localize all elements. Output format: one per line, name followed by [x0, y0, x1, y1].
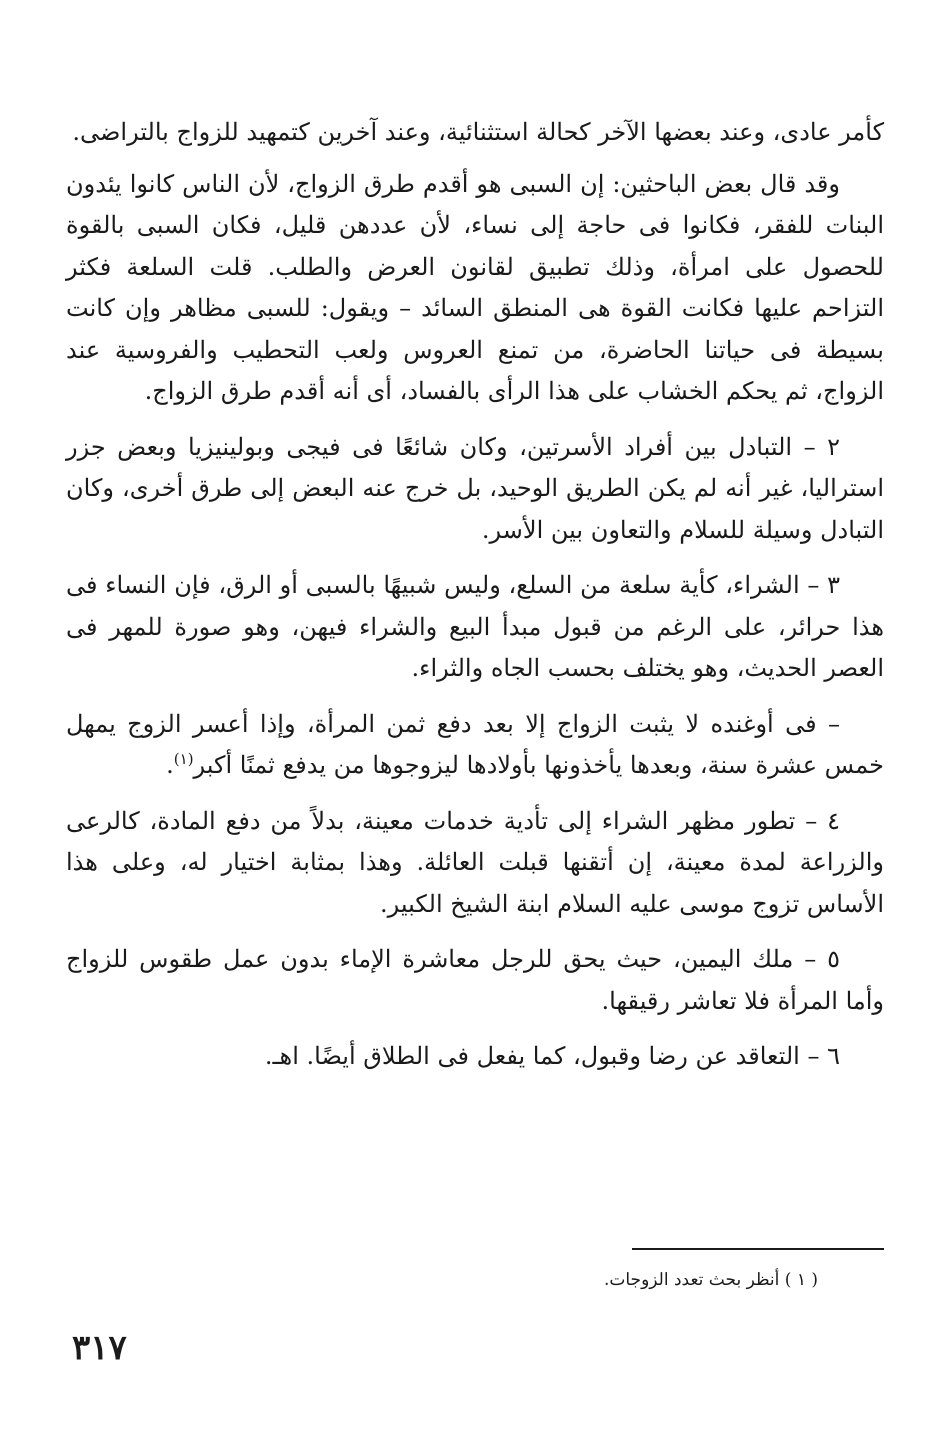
paragraph-continuation: كأمر عادى، وعند بعضها الآخر كحالة استثنائية، وعند آخرين كتمهيد للزواج بالتراضى.	[72, 118, 884, 146]
paragraph-item-4-service: ٤ – تطور مظهر الشراء إلى تأدية خدمات معينة، بدلاً من دفع المادة، كالرعى والزراعة لمدة معينة، إن أتقنها قبلت العائلة. وهذا بمثابة اختيار له، وعلى هذا الأساس تزوج موسى عليه السلام ابنة الشيخ الكبير.	[66, 806, 884, 918]
paragraph-capture-theory: وقد قال بعض الباحثين: إن السبى هو أقدم طرق الزواج، لأن الناس كانوا يئدون البنات للفقر، فكانوا فى حاجة إلى نساء، لأن عددهن قليل، فكان السبى بالقوة للحصول على امرأة، وذلك تطبيق لقانون العرض والطلب. قلت السلعة فكثر التزاحم عليها فكانت القوة هى المنطق السائد – ويقول: للسبى مظاهر وإن كانت بسيطة فى حياتنا الحاضرة، من تمنع العروس ولعب التحطيب والفروسية عند الزواج، ثم يحكم الخشاب على هذا الرأى بالفساد، أى أنه أقدم طرق الزواج.	[66, 169, 884, 405]
paragraph-uganda-note	[66, 704, 884, 787]
paragraph-uganda-end: .	[166, 751, 174, 779]
paragraph-item-2-exchange: ٢ – التبادل بين أفراد الأسرتين، وكان شائعًا فى فيجى وبولينيزيا وبعض جزر استراليا، غير أنه لم يكن الطريق الوحيد، بل خرج عنه البعض إلى طرق أخرى، وكان التبادل وسيلة للسلام والتعاون بين الأسر.	[66, 432, 884, 544]
footnote-reference-marker[interactable]: (١)	[173, 750, 194, 768]
paragraph-item-5-ownership: ٥ – ملك اليمين، حيث يحق للرجل معاشرة الإماء بدون عمل طقوس للزواج وأما المرأة فلا تعاشر رقيقها.	[66, 945, 884, 1015]
paragraph-item-6-contract: ٦ – التعاقد عن رضا وقبول، كما يفعل فى الطلاق أيضًا. اهـ.	[264, 1042, 840, 1070]
paragraph-item-3-purchase: ٣ – الشراء، كأية سلعة من السلع، وليس شبيهًا بالسبى أو الرق، فإن النساء فى هذا حرائر، على الرغم من قبول مبدأ البيع والشراء فيهن، وهو صورة للمهر فى العصر الحديث، وهو يختلف بحسب الجاه والثراء.	[66, 571, 884, 682]
footnote-text: ( ١ ) أنظر بحث تعدد الزوجات.	[603, 1270, 818, 1290]
paragraph-uganda-text: – فى أوغنده لا يثبت الزواج إلا بعد دفع ثمن المرأة، وإذا أعسر الزوج يمهل خمس عشرة سنة، وبعدها يأخذونها بأولادها ليزوجوها من يدفع ثمنًا أكبر	[66, 709, 884, 779]
page-body	[66, 112, 884, 1092]
page-number: ٣١٧	[72, 1328, 127, 1368]
footnote-separator	[632, 1248, 884, 1250]
